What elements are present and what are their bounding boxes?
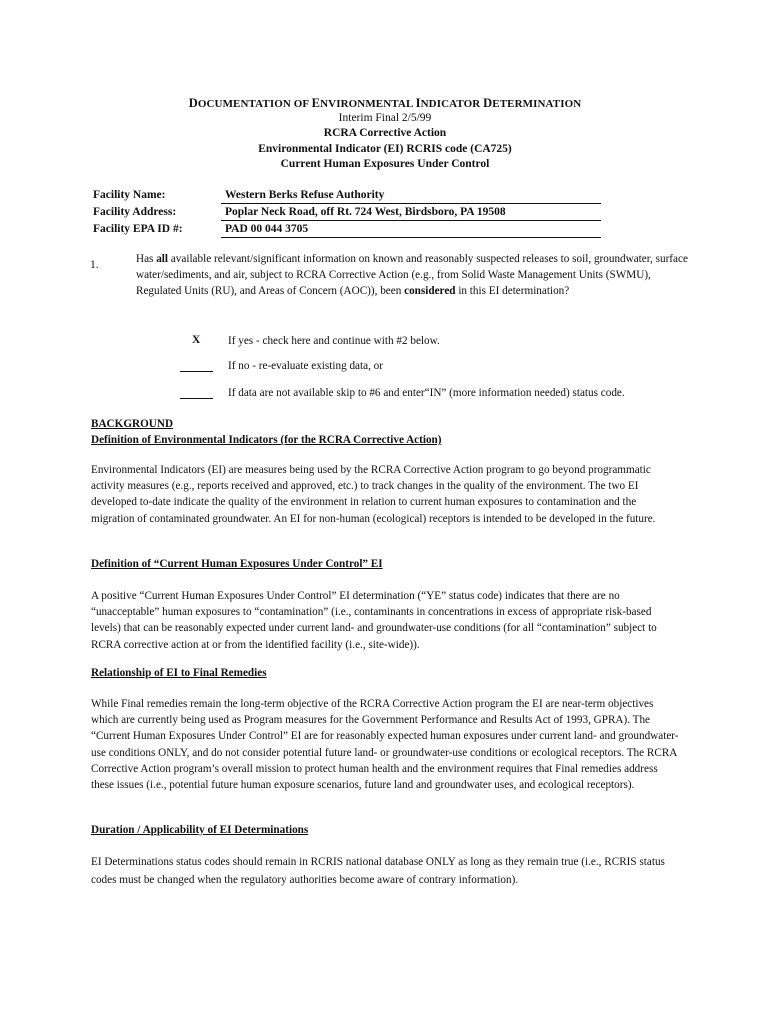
option-no-data-blank[interactable] [180, 398, 213, 399]
document-title [0, 96, 770, 111]
question-text-bold: considered [404, 285, 456, 298]
facility-address-label: Facility Address: [93, 206, 177, 218]
title-rest: NDICATOR [420, 98, 484, 110]
question-text-part: available relevant/significant information on known and reasonably suspected releases to soil, groundwater, surface water/sediments, and air, subject to RCRA Corrective Action (e.g., from Solid Waste Management Units (SWMU), Regulated Units (RU), and Areas of Concern (AOC)), been [136, 253, 688, 298]
relationship-heading: Relationship of EI to Final Remedies [91, 667, 267, 679]
def-ei-heading: Definition of Environmental Indicators (for the RCRA Corrective Action) [91, 434, 442, 446]
title-rest: OCUMENTATION OF [197, 98, 312, 110]
facility-address-line [221, 220, 601, 221]
ei-name: Current Human Exposures Under Control [280, 158, 490, 170]
facility-name-line [221, 203, 601, 204]
facility-epa-id-value: PAD 00 044 3705 [225, 223, 309, 235]
facility-address-value: Poplar Neck Road, off Rt. 724 West, Birdsboro, PA 19508 [225, 206, 506, 218]
question-number: 1. [90, 259, 99, 271]
facility-epa-id-label: Facility EPA ID #: [93, 223, 183, 235]
question-text [136, 251, 696, 300]
option-no-blank[interactable] [180, 371, 213, 372]
title-cap: D [483, 96, 493, 110]
duration-heading: Duration / Applicability of EI Determinations [91, 824, 309, 836]
interim-final-date: Interim Final 2/5/99 [338, 112, 432, 124]
ei-code: Environmental Indicator (EI) RCRIS code (CA725) [258, 143, 512, 155]
facility-name-label: Facility Name: [93, 189, 166, 201]
def-che-paragraph: A positive “Current Human Exposures Under Control” EI determination (“YE” status code) indicates that there are no “unacceptable” human exposures to “contamination” (i.e., contaminants in concentrations in excess of appropriate risk-based levels) that can be reasonably expected under current land- and groundwater-use conditions (for all “contamination” subject to RCRA corrective action at or from the identified facility (i.e., site-wide)). [91, 590, 657, 651]
title-rest: NVIRONMENTAL [320, 98, 416, 110]
def-ei-paragraph: Environmental Indicators (EI) are measures being used by the RCRA Corrective Action program to go beyond programmatic activity measures (e.g., reports received and approved, etc.) to track changes in the quality of the environment. The two EI developed to-date indicate the quality of the environment in relation to current human exposures to contamination and the migration of contaminated groundwater. An EI for non-human (ecological) receptors is intended to be developed in the future. [91, 464, 656, 525]
facility-name-value: Western Berks Refuse Authority [225, 189, 385, 201]
title-cap: D [188, 96, 198, 110]
title-rest: ETERMINATION [492, 98, 582, 110]
program-name: RCRA Corrective Action [323, 127, 447, 139]
background-heading: BACKGROUND [91, 418, 174, 430]
title-cap: E [311, 96, 321, 110]
facility-epa-id-line [221, 237, 601, 238]
question-text-part: in this EI determination? [455, 285, 570, 298]
relationship-paragraph: While Final remedies remain the long-term objective of the RCRA Corrective Action program the EI are near-term objectives which are currently being used as Program measures for the Government Performance and Results Act of 1993, GPRA). The “Current Human Exposures Under Control” EI are for reasonably expected human exposures under current land- and groundwater-use conditions ONLY, and do not consider potential future land- or groundwater-use conditions or ecological receptors. The RCRA Corrective Action program’s overall mission to protect human health and the environment requires that Final remedies address these issues (i.e., potential future human exposure scenarios, future land and groundwater uses, and ecological receptors). [91, 698, 679, 792]
option-yes-checkmark[interactable]: X [192, 334, 201, 346]
option-yes-text: If yes - check here and continue with #2 below. [228, 335, 440, 347]
option-no-text: If no - re-evaluate existing data, or [228, 360, 384, 372]
question-text-bold: all [156, 253, 169, 265]
question-text-part: Has [136, 253, 157, 265]
def-che-heading: Definition of “Current Human Exposures Under Control” EI [91, 558, 383, 570]
duration-paragraph: EI Determinations status codes should remain in RCRIS national database ONLY as long as they remain true (i.e., RCRIS status codes must be changed when the regulatory authorities become aware of contrary information). [91, 856, 665, 886]
option-no-data-text: If data are not available skip to #6 and enter“IN” (more information needed) status code. [228, 387, 625, 399]
title-cap: I [415, 96, 421, 110]
